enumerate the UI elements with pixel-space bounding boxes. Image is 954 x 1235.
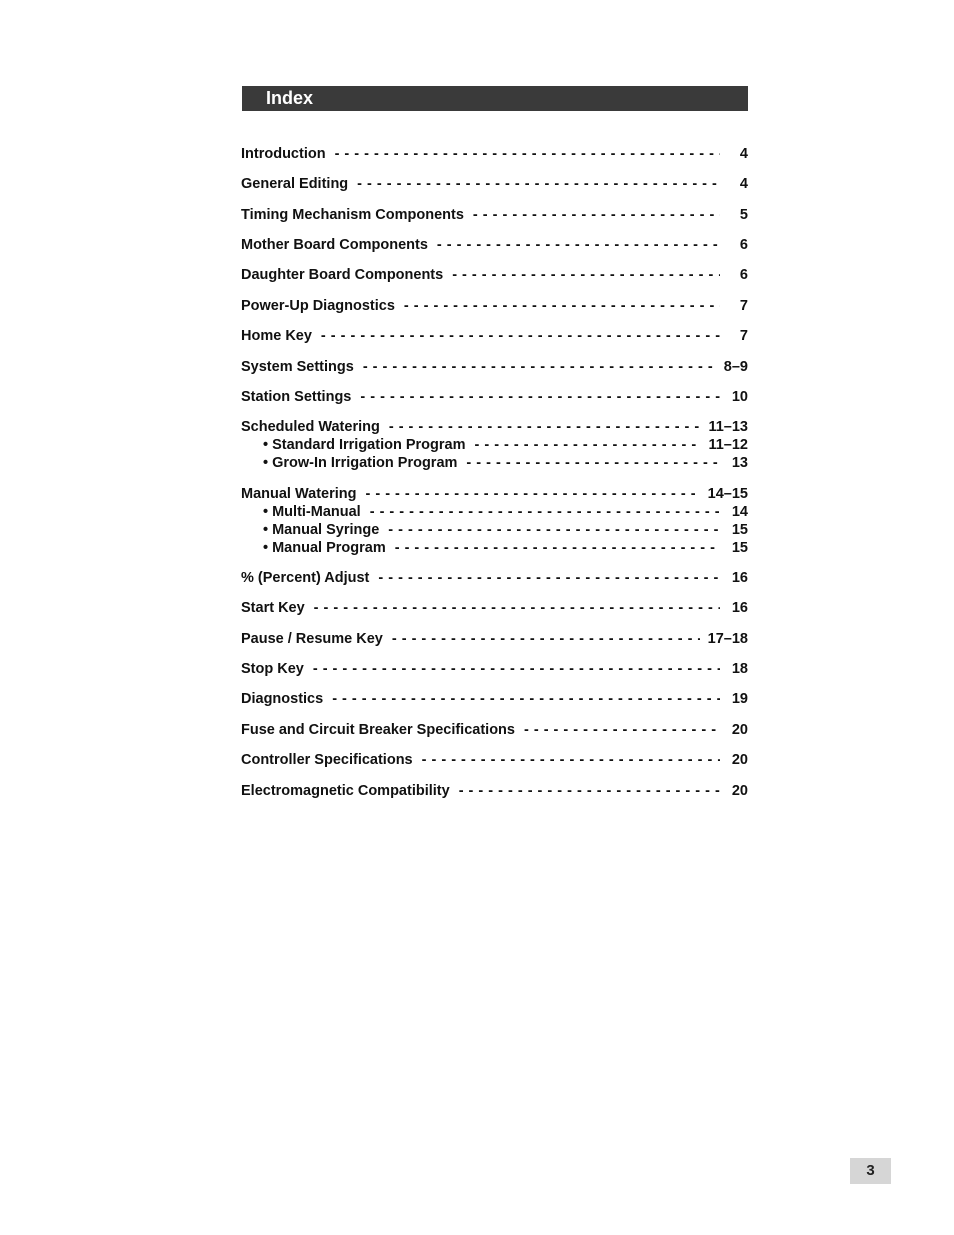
toc-dot-leader <box>360 388 720 406</box>
toc-entry[interactable] <box>241 782 748 800</box>
toc-entry-label: Daughter Board Components <box>241 267 444 283</box>
toc-dot-leader <box>314 599 720 617</box>
toc-dot-leader <box>335 145 720 163</box>
index-title: Index <box>266 88 314 108</box>
toc-entry-page: 14–15 <box>707 486 748 502</box>
toc-entry[interactable] <box>241 690 748 708</box>
toc-entry[interactable] <box>241 206 748 224</box>
toc-dot-leader <box>357 175 720 193</box>
page-number: 3 <box>866 1162 875 1179</box>
toc-entry-label: Manual Watering <box>241 486 357 502</box>
toc-entry-label: Stop Key <box>241 661 304 677</box>
toc-entry-page: 17–18 <box>707 631 748 647</box>
toc-entry-label: • Standard Irrigation Program <box>263 437 466 453</box>
toc-dot-leader <box>459 782 720 800</box>
toc-dot-leader <box>395 539 720 557</box>
toc-entry-page: 15 <box>731 540 748 556</box>
toc-entry[interactable] <box>241 327 748 345</box>
toc-entry-label: Timing Mechanism Components <box>241 207 464 223</box>
toc-entry[interactable] <box>241 751 748 769</box>
toc-entry-label: System Settings <box>241 359 354 375</box>
toc-dot-leader <box>363 358 716 376</box>
toc-entry-page: 6 <box>739 267 748 283</box>
toc-dot-leader <box>473 206 720 224</box>
toc-entry-label: Introduction <box>241 146 326 162</box>
toc-dot-leader <box>332 690 720 708</box>
toc-entry-label: Diagnostics <box>241 691 324 707</box>
toc-entry-page: 20 <box>731 783 748 799</box>
toc-entry-page: 7 <box>739 298 748 314</box>
toc-entry-label: Start Key <box>241 600 305 616</box>
toc-dot-leader <box>313 660 720 678</box>
toc-entry-page: 20 <box>731 752 748 768</box>
toc-entry[interactable] <box>241 503 748 521</box>
toc-dot-leader <box>365 485 699 503</box>
toc-entry-page: 18 <box>731 661 748 677</box>
toc-entry[interactable] <box>241 660 748 678</box>
toc-entry-page: 4 <box>739 146 748 162</box>
toc-dot-leader <box>321 327 720 345</box>
toc-entry[interactable] <box>241 388 748 406</box>
toc-entry[interactable] <box>241 539 748 557</box>
toc-entry-page: 5 <box>739 207 748 223</box>
toc-entry-page: 7 <box>739 328 748 344</box>
toc-entry[interactable] <box>241 418 748 436</box>
toc-entry-page: 16 <box>731 570 748 586</box>
toc-dot-leader <box>422 751 720 769</box>
toc-entry-page: 15 <box>731 522 748 538</box>
toc-entry[interactable] <box>241 145 748 163</box>
toc-entry[interactable] <box>241 721 748 739</box>
toc-dot-leader <box>392 630 700 648</box>
toc-entry-label: Mother Board Components <box>241 237 428 253</box>
toc-entry-page: 19 <box>731 691 748 707</box>
toc-entry-label: Electromagnetic Compatibility <box>241 783 450 799</box>
toc-entry-label: • Manual Syringe <box>263 522 380 538</box>
toc-entry[interactable] <box>241 569 748 587</box>
toc-entry[interactable] <box>241 630 748 648</box>
toc-entry-label: % (Percent) Adjust <box>241 570 370 586</box>
toc-entry-page: 16 <box>731 600 748 616</box>
toc-entry-page: 13 <box>731 455 748 471</box>
toc-entry-label: Pause / Resume Key <box>241 631 383 647</box>
toc-entry[interactable] <box>241 236 748 254</box>
toc-entry-page: 6 <box>739 237 748 253</box>
toc-dot-leader <box>524 721 720 739</box>
toc-entry-label: Home Key <box>241 328 312 344</box>
toc-entry[interactable] <box>241 297 748 315</box>
toc-dot-leader <box>388 521 720 539</box>
toc-dot-leader <box>466 454 720 472</box>
toc-entry-page: 8–9 <box>723 359 748 375</box>
toc-entry-page: 20 <box>731 722 748 738</box>
toc-dot-leader <box>474 436 700 454</box>
toc-entry-label: Power-Up Diagnostics <box>241 298 395 314</box>
toc-entry-page: 4 <box>739 176 748 192</box>
toc-entry[interactable] <box>241 358 748 376</box>
toc-entry-label: • Grow-In Irrigation Program <box>263 455 458 471</box>
toc-entry-label: Scheduled Watering <box>241 419 380 435</box>
toc-entry-label: • Manual Program <box>263 540 386 556</box>
page-number-badge <box>850 1158 891 1184</box>
toc-entry[interactable] <box>241 521 748 539</box>
toc-entry-label: Fuse and Circuit Breaker Specifications <box>241 722 515 738</box>
toc-entry[interactable] <box>241 436 748 454</box>
toc-dot-leader <box>404 297 720 315</box>
toc-entry-label: General Editing <box>241 176 349 192</box>
toc-entry-page: 11–12 <box>708 437 748 453</box>
toc-entry[interactable] <box>241 599 748 617</box>
index-header-bar <box>242 86 748 111</box>
toc-entry[interactable] <box>241 454 748 472</box>
toc-dot-leader <box>452 266 720 284</box>
toc-dot-leader <box>389 418 701 436</box>
toc-entry[interactable] <box>241 485 748 503</box>
toc-dot-leader <box>378 569 720 587</box>
toc-entry-label: Station Settings <box>241 389 352 405</box>
toc-entry-label: • Multi-Manual <box>263 504 361 520</box>
toc-entry-label: Controller Specifications <box>241 752 413 768</box>
toc-dot-leader <box>437 236 720 254</box>
toc-dot-leader <box>370 503 720 521</box>
toc-entry-page: 10 <box>731 389 748 405</box>
toc-entry[interactable] <box>241 175 748 193</box>
toc-entry[interactable] <box>241 266 748 284</box>
toc-entry-page: 14 <box>731 504 748 520</box>
toc-entry-page: 11–13 <box>708 419 748 435</box>
